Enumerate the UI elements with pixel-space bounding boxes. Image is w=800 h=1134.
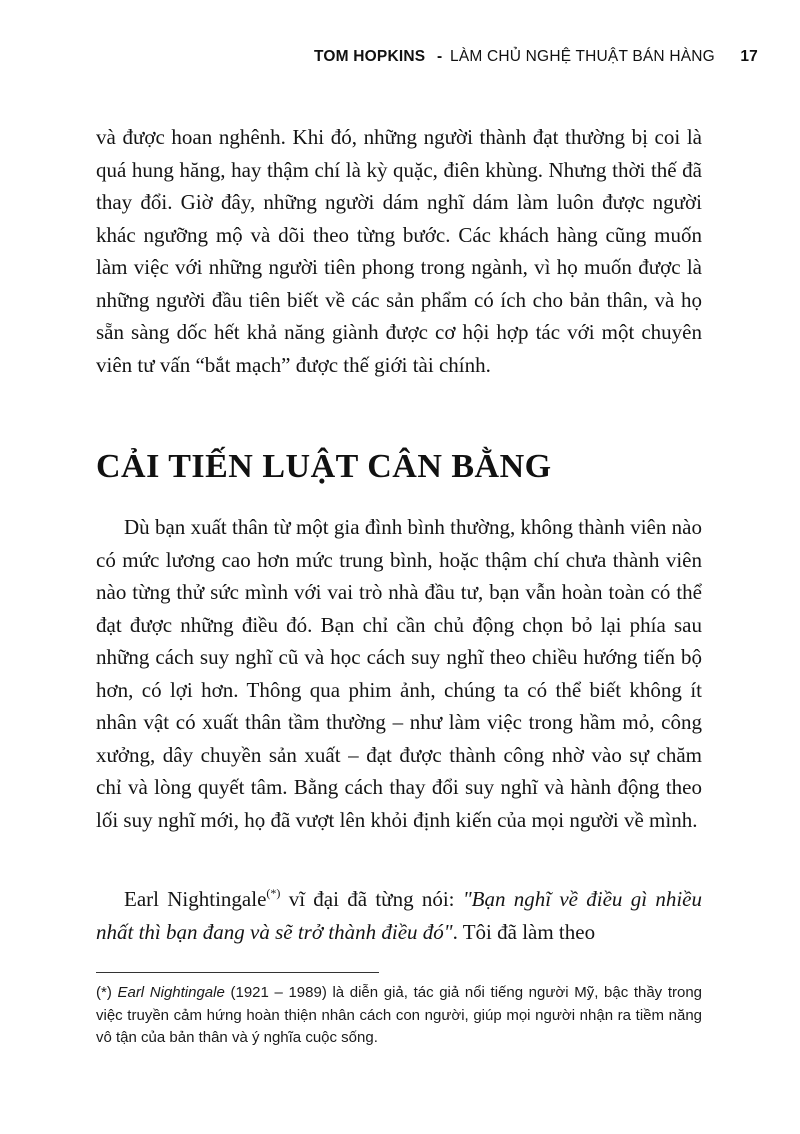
header-book-title: LÀM CHỦ NGHỆ THUẬT BÁN HÀNG [450,48,715,65]
section-heading: CẢI TIẾN LUẬT CÂN BẰNG [96,448,552,485]
footnote [96,982,702,1050]
paragraph-1: và được hoan nghênh. Khi đó, những người thành đạt thường bị coi là quá hung hăng, hay thậm chí là kỳ quặc, điên khùng. Nhưng thời thế đã thay đổi. Giờ đây, những người dám nghĩ dám làm luôn được người khác ngưỡng mộ và dõi theo từng bước. Các khách hàng cũng muốn làm việc với những người tiên phong trong ngành, vì họ muốn được là những người đầu tiên biết về các sản phẩm có ích cho bản thân, và họ sẵn sàng dốc hết khả năng giành được cơ hội hợp tác với một chuyên viên tư vấn “bắt mạch” được thế giới tài chính. [96,125,702,377]
quote-text: "Bạn nghĩ về điều gì nhiều nhất thì bạn đang và sẽ trở thành điều đó" [96,887,702,944]
paragraph-2: Dù bạn xuất thân từ một gia đình bình thường, không thành viên nào có mức lương cao hơn mức trung bình, hoặc thậm chí chưa thành viên nào từng thử sức mình với vai trò nhà đầu tư, bạn vẫn hoàn toàn có thể đạt được những điều đó. Bạn chỉ cần chủ động chọn bỏ lại phía sau những cách suy nghĩ cũ và học cách suy nghĩ theo chiều hướng tiến bộ hơn, có lợi hơn. Thông qua phim ảnh, chúng ta có thể biết không ít nhân vật có xuất thân tầm thường – như làm việc trong hầm mỏ, công xưởng, dây chuyền sản xuất – đạt được thành công nhờ vào sự chăm chỉ và lòng quyết tâm. Bằng cách thay đổi suy nghĩ và hành động theo lối suy nghĩ mới, họ đã vượt lên khỏi định kiến của mọi người về mình. [96,515,702,832]
footnote-mark: (*) [96,984,112,1001]
page-number: 17 [740,48,758,65]
running-header [300,44,758,72]
footnote-text: (1921 – 1989) là diễn giả, tác giả nổi tiếng người Mỹ, bậc thầy trong việc truyền cảm hứng hoàn thiện nhân cách con người, giúp mọi người nhận ra tiềm năng vô tận của bản thân và ý nghĩa cuộc sống. [96,984,703,1046]
header-separator: - [437,48,443,65]
footnote-reference[interactable]: (*) [266,886,281,900]
footnote-name: Earl Nightingale [117,984,225,1001]
paragraph-3-lead-in: vĩ đại đã từng nói: [280,887,463,911]
header-author: TOM HOPKINS [314,48,426,65]
paragraph-3-tail: . Tôi đã làm theo [452,919,596,944]
footnote-divider [96,972,379,973]
paragraph-3 [96,883,702,948]
person-name: Earl Nightingale [124,887,267,911]
